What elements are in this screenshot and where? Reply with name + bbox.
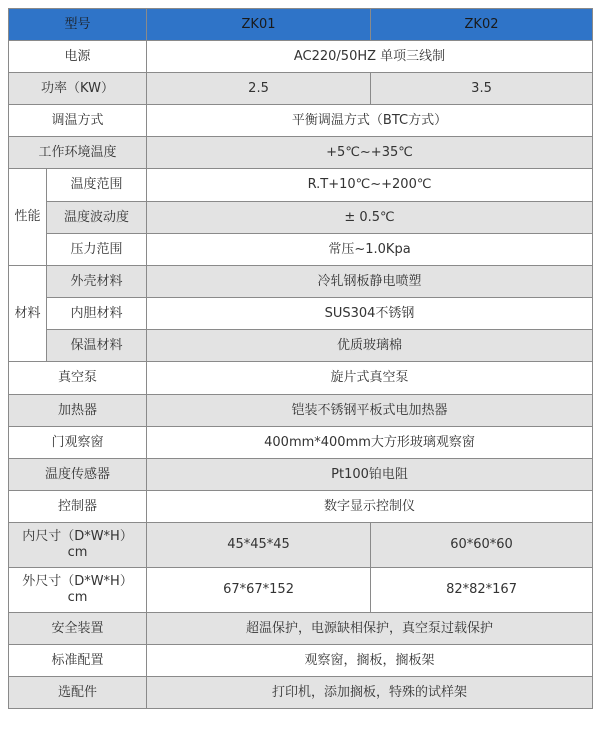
ambient-value: +5℃~+35℃ — [147, 137, 593, 169]
vacuum-pump-label: 真空泵 — [9, 362, 147, 395]
pressure-label: 压力范围 — [47, 234, 147, 266]
row-inner-size — [9, 523, 593, 568]
inner-size-label-line2: cm — [67, 545, 88, 560]
row-vacuum-pump — [9, 362, 593, 395]
temp-control-label: 调温方式 — [9, 105, 147, 137]
ambient-label: 工作环境温度 — [9, 137, 147, 169]
outer-size-zk01-value: 67*67*152 — [147, 568, 371, 613]
temp-control-value: 平衡调温方式（BTC方式） — [147, 105, 593, 137]
row-shell — [9, 266, 593, 298]
controller-value: 数字显示控制仪 — [147, 491, 593, 523]
model-zk02-header: ZK02 — [371, 9, 593, 41]
insulation-label: 保温材料 — [47, 330, 147, 362]
heater-label: 加热器 — [9, 395, 147, 427]
optional-label: 选配件 — [9, 677, 147, 709]
row-ambient — [9, 137, 593, 169]
row-power-supply — [9, 41, 593, 73]
row-pressure — [9, 234, 593, 266]
outer-size-label-line1: 外尺寸（D*W*H） — [22, 574, 133, 589]
window-value: 400mm*400mm大方形玻璃观察窗 — [147, 427, 593, 459]
power-supply-label: 电源 — [9, 41, 147, 73]
row-safety — [9, 613, 593, 645]
row-heater — [9, 395, 593, 427]
model-zk01-header: ZK01 — [147, 9, 371, 41]
row-sensor — [9, 459, 593, 491]
spec-table — [8, 8, 593, 709]
controller-label: 控制器 — [9, 491, 147, 523]
power-zk01-value: 2.5 — [147, 73, 371, 105]
row-optional — [9, 677, 593, 709]
shell-label: 外壳材料 — [47, 266, 147, 298]
heater-value: 铠装不锈钢平板式电加热器 — [147, 395, 593, 427]
vacuum-pump-value: 旋片式真空泵 — [147, 362, 593, 395]
pressure-value: 常压~1.0Kpa — [147, 234, 593, 266]
temp-fluct-label: 温度波动度 — [47, 202, 147, 234]
liner-label: 内胆材料 — [47, 298, 147, 330]
row-insulation — [9, 330, 593, 362]
row-standard — [9, 645, 593, 677]
insulation-value: 优质玻璃棉 — [147, 330, 593, 362]
sensor-label: 温度传感器 — [9, 459, 147, 491]
standard-value: 观察窗，搁板，搁板架 — [147, 645, 593, 677]
temp-fluct-value: ± 0.5℃ — [147, 202, 593, 234]
standard-label: 标准配置 — [9, 645, 147, 677]
outer-size-label — [9, 568, 147, 613]
temp-range-label: 温度范围 — [47, 169, 147, 202]
model-header-label: 型号 — [9, 9, 147, 41]
power-supply-value: AC220/50HZ 单项三线制 — [147, 41, 593, 73]
row-outer-size — [9, 568, 593, 613]
inner-size-label — [9, 523, 147, 568]
row-window — [9, 427, 593, 459]
row-temp-range — [9, 169, 593, 202]
safety-value: 超温保护，电源缺相保护，真空泵过载保护 — [147, 613, 593, 645]
window-label: 门观察窗 — [9, 427, 147, 459]
inner-size-zk01-value: 45*45*45 — [147, 523, 371, 568]
liner-value: SUS304不锈钢 — [147, 298, 593, 330]
header-row — [9, 9, 593, 41]
row-temp-control — [9, 105, 593, 137]
row-controller — [9, 491, 593, 523]
row-power — [9, 73, 593, 105]
materials-group-label: 材料 — [9, 266, 47, 362]
inner-size-label-line1: 内尺寸（D*W*H） — [22, 529, 133, 544]
performance-group-label: 性能 — [9, 169, 47, 266]
optional-value: 打印机，添加搁板，特殊的试样架 — [147, 677, 593, 709]
outer-size-label-line2: cm — [67, 590, 88, 605]
outer-size-zk02-value: 82*82*167 — [371, 568, 593, 613]
safety-label: 安全装置 — [9, 613, 147, 645]
spec-sheet — [8, 8, 592, 748]
inner-size-zk02-value: 60*60*60 — [371, 523, 593, 568]
row-liner — [9, 298, 593, 330]
sensor-value: Pt100铂电阻 — [147, 459, 593, 491]
shell-value: 冷轧钢板静电喷塑 — [147, 266, 593, 298]
power-zk02-value: 3.5 — [371, 73, 593, 105]
temp-range-value: R.T+10℃~+200℃ — [147, 169, 593, 202]
row-temp-fluct — [9, 202, 593, 234]
power-label: 功率（KW） — [9, 73, 147, 105]
